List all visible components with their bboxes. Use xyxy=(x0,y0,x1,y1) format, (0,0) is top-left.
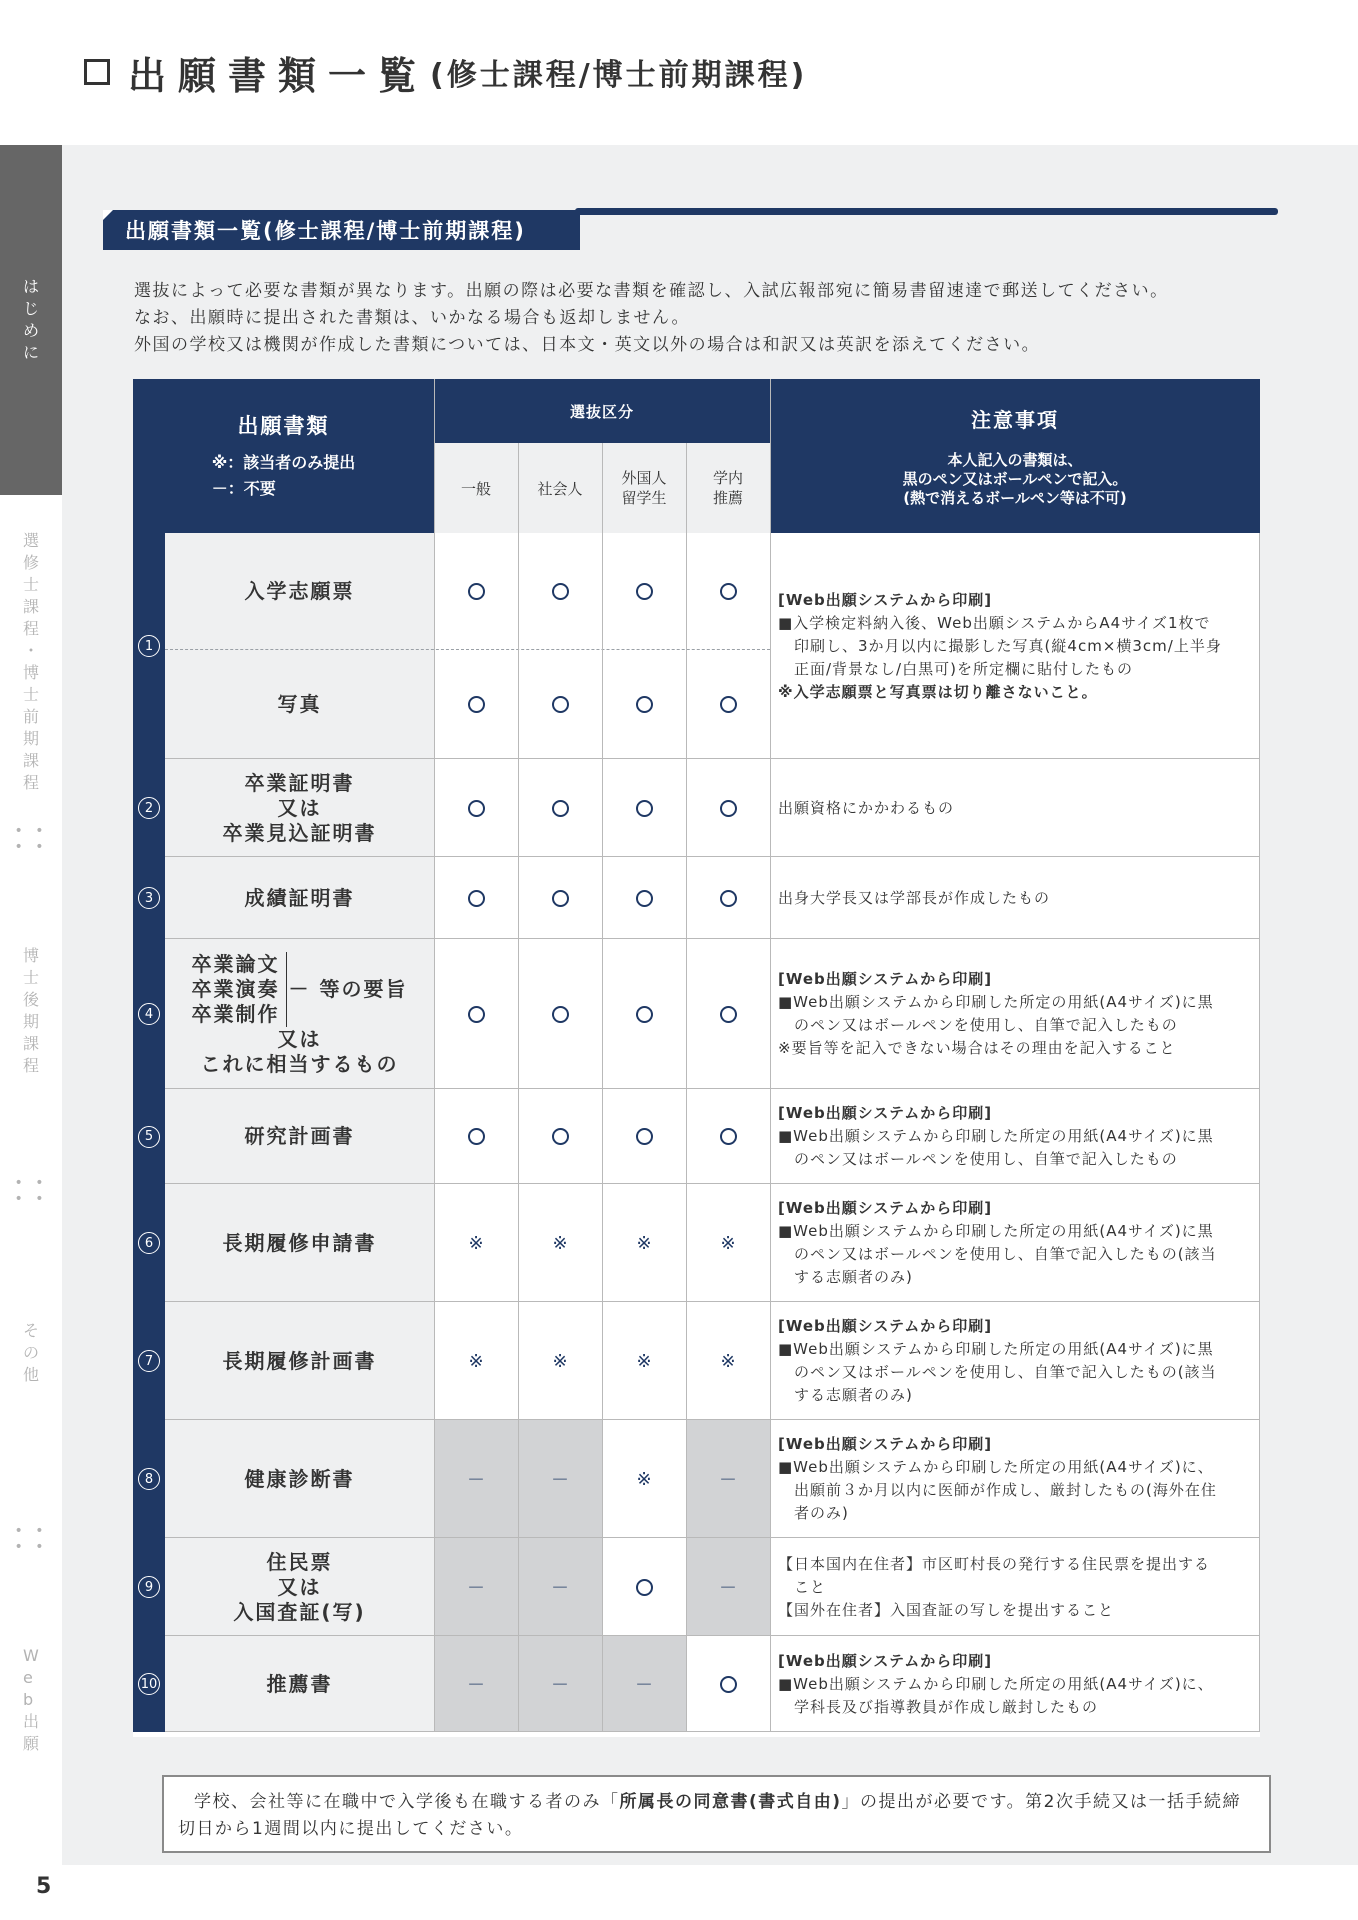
document-name-line: 入学志願票 xyxy=(244,578,355,603)
requirement-mark: － xyxy=(434,1420,518,1538)
note-cell xyxy=(770,759,1260,857)
nav-char: 程 xyxy=(22,619,39,638)
note-cell xyxy=(770,533,1260,759)
nav-char: 出 xyxy=(22,1712,39,1731)
note-line: [Web出願システムから印刷] xyxy=(778,590,993,609)
page-title-sub: (修士課程/博士前期課程) xyxy=(430,58,808,93)
header-col-international-line1: 外国人 xyxy=(621,469,667,487)
requirement-mark xyxy=(434,759,518,857)
note-line: ■Web出願システムから印刷した所定の用紙(A4サイズ)に、 xyxy=(778,1458,1214,1476)
header-notes-sub: (熱で消えるボールペン等は不可) xyxy=(903,489,1127,507)
nav-char: 士 xyxy=(22,575,39,594)
document-name-line: 写真 xyxy=(277,691,322,716)
requirement-mark: ※ xyxy=(686,1302,770,1420)
required-circle-icon xyxy=(636,1579,653,1596)
document-name-line: 健康診断書 xyxy=(244,1466,355,1491)
header-col-internal-line1: 学内 xyxy=(712,469,743,487)
required-circle-icon xyxy=(468,890,485,907)
requirement-mark xyxy=(434,1089,518,1184)
note-cell xyxy=(770,1184,1260,1302)
note-line: 者のみ) xyxy=(778,1504,849,1522)
footnote-text: 学校、会社等に在職中で入学後も在職する者のみ「 xyxy=(194,1792,620,1812)
required-circle-icon xyxy=(468,800,485,817)
note-cell xyxy=(770,1089,1260,1184)
note-line: 出願前３か月以内に医師が作成し、厳封したもの(海外在住 xyxy=(778,1481,1217,1499)
section-heading xyxy=(103,210,580,250)
nav-char: そ xyxy=(22,1321,39,1340)
note-line: [Web出願システムから印刷] xyxy=(778,1651,993,1670)
requirement-mark xyxy=(686,649,770,759)
document-name-suffix: － 等の要旨 xyxy=(288,976,408,1001)
row-number xyxy=(133,1538,165,1636)
document-name-line: 卒業制作 xyxy=(191,1001,280,1026)
nav-item-label xyxy=(23,1320,39,1386)
requirement-mark xyxy=(686,1089,770,1184)
required-circle-icon xyxy=(720,696,737,713)
nav-char: W xyxy=(22,1646,39,1665)
requirement-mark xyxy=(518,1089,602,1184)
row-number xyxy=(133,1302,165,1420)
required-circle-icon xyxy=(636,890,653,907)
circled-number: 5 xyxy=(138,1126,160,1148)
note-line: する志願者のみ) xyxy=(778,1268,913,1286)
requirement-mark xyxy=(434,939,518,1089)
note-line: 学科長及び指導教員が作成し厳封したもの xyxy=(778,1697,1099,1716)
nav-char: は xyxy=(22,277,39,296)
requirement-mark: － xyxy=(602,1636,686,1732)
requirement-mark xyxy=(602,939,686,1089)
requirement-mark: ※ xyxy=(602,1420,686,1538)
page-title xyxy=(84,46,807,98)
requirement-mark xyxy=(686,939,770,1089)
required-circle-icon xyxy=(552,1006,569,1023)
row-number xyxy=(133,759,165,857)
nav-char: 程 xyxy=(22,1056,39,1075)
requirement-mark: ※ xyxy=(518,1302,602,1420)
circled-number: 2 xyxy=(138,797,160,819)
header-col-internal-line2: 推薦 xyxy=(712,489,743,507)
note-line: ■Web出願システムから印刷した所定の用紙(A4サイズ)に、 xyxy=(778,1674,1214,1693)
required-circle-icon xyxy=(552,696,569,713)
nav-item-web[interactable] xyxy=(0,1645,62,1805)
nav-char: め xyxy=(22,321,39,340)
requirement-mark: ※ xyxy=(518,1184,602,1302)
document-name xyxy=(165,1184,434,1302)
intro-text xyxy=(134,278,1254,359)
column-divider xyxy=(518,443,519,1732)
circled-number: 1 xyxy=(138,635,160,657)
document-name xyxy=(165,1089,434,1184)
document-name xyxy=(165,1420,434,1538)
nav-char: ・ xyxy=(22,641,39,660)
requirement-mark: － xyxy=(434,1538,518,1636)
requirement-mark: － xyxy=(686,1420,770,1538)
requirement-mark: － xyxy=(518,1420,602,1538)
document-name-line: これに相当するもの xyxy=(200,1051,399,1076)
nav-char: に xyxy=(22,343,39,362)
note-cell xyxy=(770,939,1260,1089)
column-divider xyxy=(686,443,687,1732)
required-circle-icon xyxy=(720,1128,737,1145)
required-circle-icon xyxy=(720,890,737,907)
column-divider xyxy=(602,443,603,1732)
note-line: 正面/背景なし/白黒可)を所定欄に貼付したもの xyxy=(778,659,1133,678)
required-circle-icon xyxy=(720,1006,737,1023)
circled-number: 6 xyxy=(138,1232,160,1254)
footnote-box xyxy=(162,1775,1271,1853)
note-line: 出願資格にかかわるもの xyxy=(778,798,955,817)
row-number xyxy=(133,857,165,939)
note-line: のペン又はボールペンを使用し、自筆で記入したもの(該当 xyxy=(778,1363,1217,1381)
document-name-line: 又は xyxy=(277,1574,322,1599)
nav-char: 士 xyxy=(22,968,39,987)
nav-char: 博 xyxy=(22,946,39,965)
requirement-mark: － xyxy=(518,1636,602,1732)
nav-char: b xyxy=(22,1690,34,1709)
document-name-line: 長期履修申請書 xyxy=(222,1230,377,1255)
nav-char: 士 xyxy=(22,685,39,704)
nav-item-intro[interactable] xyxy=(0,145,62,495)
required-circle-icon xyxy=(636,1006,653,1023)
document-name-line: 卒業論文 xyxy=(191,951,280,976)
table-right-border xyxy=(1259,533,1260,1732)
note-line: [Web出願システムから印刷] xyxy=(778,1435,993,1453)
note-line: 【国外在住者】入国査証の写しを提出すること xyxy=(778,1600,1115,1619)
requirement-mark xyxy=(434,649,518,759)
header-notes-sub: 黒のペン又はボールペンで記入。 xyxy=(902,470,1128,488)
nav-char: e xyxy=(22,1668,33,1687)
note-line: [Web出願システムから印刷] xyxy=(778,1199,993,1217)
requirement-mark: ※ xyxy=(434,1302,518,1420)
document-name-line: 住民票 xyxy=(266,1549,333,1574)
note-cell xyxy=(770,1420,1260,1538)
header-col-international xyxy=(602,443,686,533)
note-line: こと xyxy=(778,1577,827,1596)
row-number xyxy=(133,1184,165,1302)
requirement-mark xyxy=(518,939,602,1089)
document-name xyxy=(165,1538,434,1636)
document-name xyxy=(165,1302,434,1420)
requirement-mark: ※ xyxy=(602,1184,686,1302)
nav-item-doctor[interactable] xyxy=(0,945,62,1095)
note-line: [Web出願システムから印刷] xyxy=(778,1317,993,1335)
document-name-line: 卒業見込証明書 xyxy=(222,820,377,845)
requirement-mark xyxy=(602,857,686,939)
row-number xyxy=(133,1636,165,1732)
documents-table xyxy=(133,379,1260,1737)
intro-line: なお、出願時に提出された書類は、いかなる場合も返却しません。 xyxy=(134,308,691,328)
document-name-line: 又は xyxy=(277,795,322,820)
required-circle-icon xyxy=(552,1128,569,1145)
document-alternatives xyxy=(192,952,287,1027)
note-line: する志願者のみ) xyxy=(778,1386,913,1404)
nav-divider: • • • • xyxy=(14,1523,48,1555)
document-name-line: 卒業演奏 xyxy=(191,976,280,1001)
header-col-internal xyxy=(686,443,770,533)
document-name-line: 研究計画書 xyxy=(244,1124,355,1148)
note-line: ※要旨等を記入できない場合はその理由を記入すること xyxy=(778,1039,1176,1057)
required-circle-icon xyxy=(636,1128,653,1145)
note-line: 出身大学長又は学部長が作成したもの xyxy=(778,888,1051,907)
nav-item-other[interactable] xyxy=(0,1320,62,1440)
note-line: のペン又はボールペンを使用し、自筆で記入したもの xyxy=(778,1150,1178,1168)
note-line: [Web出願システムから印刷] xyxy=(778,1104,993,1122)
required-circle-icon xyxy=(468,1128,485,1145)
note-cell xyxy=(770,857,1260,939)
header-notes-sub: 本人記入の書類は、 xyxy=(947,451,1083,469)
dashed-divider xyxy=(165,649,770,650)
document-name xyxy=(165,939,434,1089)
nav-char: 期 xyxy=(22,729,39,748)
circled-number: 10 xyxy=(138,1673,160,1695)
requirement-mark xyxy=(434,533,518,649)
document-name xyxy=(165,649,434,759)
nav-item-label xyxy=(23,1645,39,1755)
header-notes-title: 注意事項 xyxy=(971,408,1059,432)
document-name xyxy=(165,857,434,939)
section-rule xyxy=(575,208,1278,215)
document-name xyxy=(165,1636,434,1732)
requirement-mark xyxy=(602,759,686,857)
required-circle-icon xyxy=(720,583,737,600)
nav-item-master[interactable] xyxy=(0,530,62,950)
requirement-mark xyxy=(602,533,686,649)
nav-char: 選 xyxy=(22,531,39,550)
note-cell xyxy=(770,1302,1260,1420)
circled-number: 7 xyxy=(138,1350,160,1372)
note-line: ■Web出願システムから印刷した所定の用紙(A4サイズ)に黒 xyxy=(778,1340,1214,1358)
document-name-line: 又は xyxy=(277,1026,322,1051)
circled-number: 9 xyxy=(138,1576,160,1598)
required-circle-icon xyxy=(636,800,653,817)
intro-line: 外国の学校又は機関が作成した書類については、日本文・英文以外の場合は和訳又は英訳を添えてください。 xyxy=(134,335,1041,355)
legend-asterisk: ※：該当者のみ提出 xyxy=(211,453,356,472)
required-circle-icon xyxy=(636,583,653,600)
legend-dash: －：不要 xyxy=(211,479,276,498)
requirement-mark xyxy=(518,759,602,857)
requirement-mark xyxy=(602,1538,686,1636)
column-divider xyxy=(434,379,435,1732)
footnote-bold: 所属長の同意書(書式自由) xyxy=(619,1792,842,1812)
required-circle-icon xyxy=(720,800,737,817)
row-number xyxy=(133,533,165,759)
nav-char: の xyxy=(22,1343,39,1362)
header-documents-title: 出願書類 xyxy=(237,414,330,438)
note-line: [Web出願システムから印刷] xyxy=(778,970,993,988)
note-line: 印刷し、3か月以内に撮影した写真(縦4cm×横3cm/上半身 xyxy=(778,636,1222,655)
nav-char: 博 xyxy=(22,663,39,682)
footnote-text: 」の提出が必要です。第2次手続又は一括手続締切日から1週間以内に提出してください。 xyxy=(178,1792,1242,1839)
column-divider xyxy=(770,379,771,1732)
requirement-mark xyxy=(686,533,770,649)
circled-number: 4 xyxy=(138,1003,160,1025)
section-heading-text: 出願書類一覧(修士課程/博士前期課程) xyxy=(125,219,526,243)
header-col-working: 社会人 xyxy=(518,443,602,533)
nav-char: じ xyxy=(22,299,39,318)
nav-char: 課 xyxy=(22,597,39,616)
intro-line: 選抜によって必要な書類が異なります。出願の際は必要な書類を確認し、入試広報部宛に簡易書留速達で郵送してください。 xyxy=(134,281,1169,301)
nav-item-label xyxy=(23,530,39,794)
document-name-line: 卒業証明書 xyxy=(244,770,355,795)
note-line: のペン又はボールペンを使用し、自筆で記入したもの(該当 xyxy=(778,1245,1217,1263)
requirement-mark xyxy=(518,649,602,759)
requirement-mark xyxy=(686,759,770,857)
nav-item-label xyxy=(23,276,39,364)
requirement-mark: － xyxy=(518,1538,602,1636)
note-line: ■Web出願システムから印刷した所定の用紙(A4サイズ)に黒 xyxy=(778,993,1214,1011)
document-name-line: 入国査証(写) xyxy=(233,1599,366,1624)
row-number xyxy=(133,1089,165,1184)
required-circle-icon xyxy=(552,800,569,817)
note-line: ■入学検定料納入後、Web出願システムからA4サイズ1枚で xyxy=(778,613,1211,632)
header-selection: 選抜区分 xyxy=(434,379,770,443)
requirement-mark xyxy=(518,857,602,939)
nav-char: 前 xyxy=(22,707,39,726)
required-circle-icon xyxy=(468,696,485,713)
header-documents xyxy=(133,379,434,533)
note-line: ※入学志願票と写真票は切り離さないこと。 xyxy=(778,682,1098,701)
note-cell xyxy=(770,1636,1260,1732)
header-notes xyxy=(770,379,1260,533)
required-circle-icon xyxy=(468,583,485,600)
document-name-line: 成績証明書 xyxy=(244,885,355,910)
nav-char: 課 xyxy=(22,1034,39,1053)
document-name-line: 推薦書 xyxy=(266,1671,333,1696)
document-name xyxy=(165,533,434,649)
checkbox-square-icon xyxy=(84,59,110,85)
requirement-mark: － xyxy=(686,1538,770,1636)
requirement-mark: － xyxy=(434,1636,518,1732)
requirement-mark: ※ xyxy=(434,1184,518,1302)
page-title-main: 出願書類一覧 xyxy=(128,53,429,98)
note-cell xyxy=(770,1538,1260,1636)
document-name xyxy=(165,759,434,857)
required-circle-icon xyxy=(552,583,569,600)
circled-number: 8 xyxy=(138,1468,160,1490)
nav-divider: • • • • xyxy=(14,1175,48,1207)
nav-char: 願 xyxy=(22,1734,39,1753)
requirement-mark xyxy=(602,1089,686,1184)
document-name-line: 長期履修計画書 xyxy=(222,1348,377,1373)
nav-char: 期 xyxy=(22,1012,39,1031)
requirement-mark xyxy=(518,533,602,649)
required-circle-icon xyxy=(552,890,569,907)
nav-char: 程 xyxy=(22,773,39,792)
required-circle-icon xyxy=(468,1006,485,1023)
note-line: ■Web出願システムから印刷した所定の用紙(A4サイズ)に黒 xyxy=(778,1222,1214,1240)
nav-divider: • • • • xyxy=(14,823,48,855)
document-name-group xyxy=(192,952,408,1027)
circled-number: 3 xyxy=(138,887,160,909)
nav-char: 修 xyxy=(22,553,39,572)
row-divider xyxy=(165,1731,1260,1732)
row-number xyxy=(133,939,165,1089)
required-circle-icon xyxy=(636,696,653,713)
nav-char: 課 xyxy=(22,751,39,770)
note-line: 【日本国内在住者】市区町村長の発行する住民票を提出する xyxy=(778,1554,1211,1573)
requirement-mark xyxy=(434,857,518,939)
header-col-international-line2: 留学生 xyxy=(621,489,667,507)
note-line: ■Web出願システムから印刷した所定の用紙(A4サイズ)に黒 xyxy=(778,1127,1214,1145)
nav-char: 他 xyxy=(22,1365,39,1384)
note-line: のペン又はボールペンを使用し、自筆で記入したもの xyxy=(778,1016,1178,1034)
page-number: 5 xyxy=(36,1874,52,1899)
nav-item-label xyxy=(23,945,39,1077)
requirement-mark xyxy=(686,1636,770,1732)
requirement-mark: ※ xyxy=(602,1302,686,1420)
requirement-mark xyxy=(602,649,686,759)
nav-char: 後 xyxy=(22,990,39,1009)
requirement-mark: ※ xyxy=(686,1184,770,1302)
row-number xyxy=(133,1420,165,1538)
header-col-general: 一般 xyxy=(434,443,518,533)
required-circle-icon xyxy=(720,1676,737,1693)
requirement-mark xyxy=(686,857,770,939)
